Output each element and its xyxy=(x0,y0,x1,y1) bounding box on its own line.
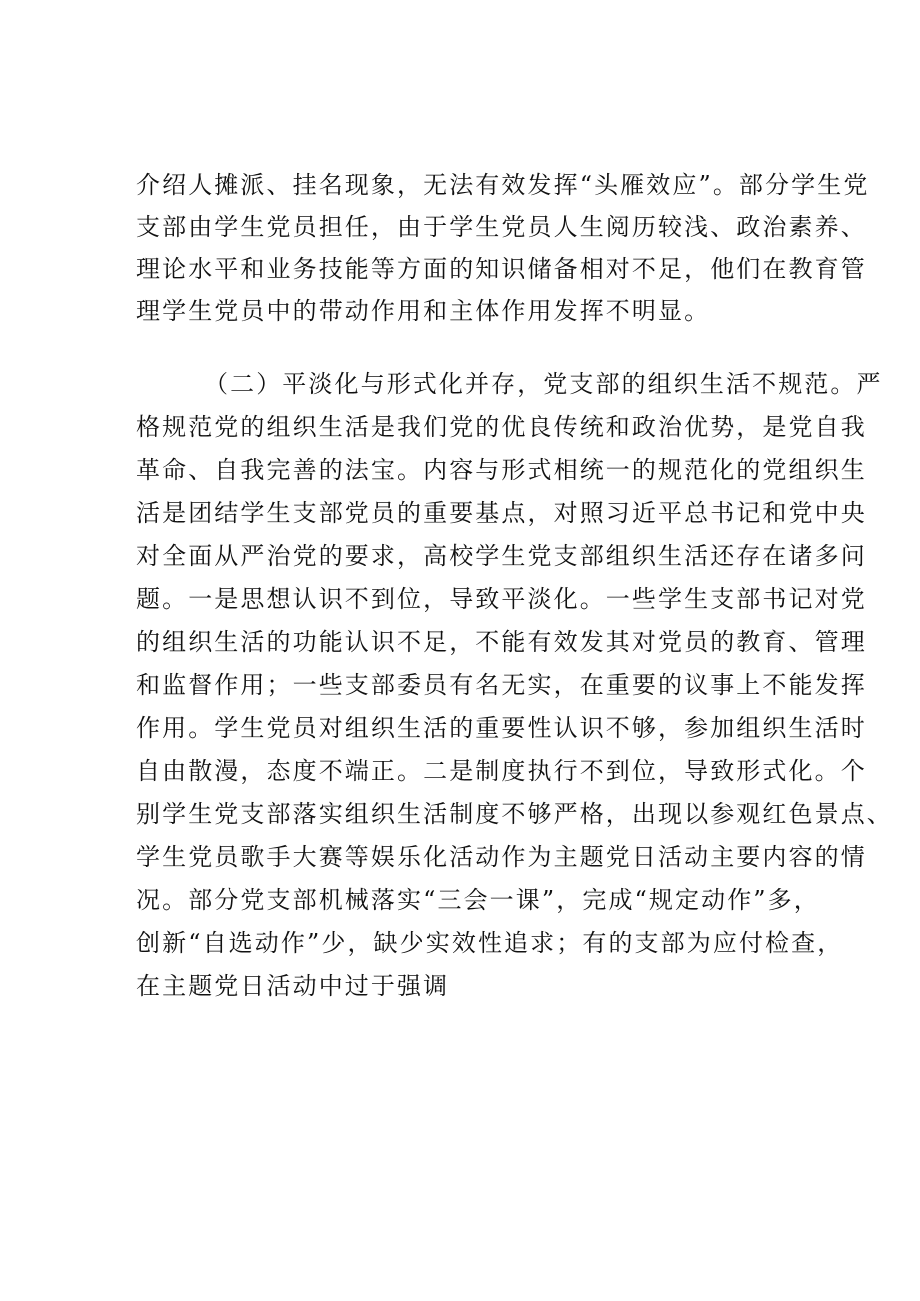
text-line-4: 理学生党员中的带动作用和主体作用发挥不明显。 xyxy=(136,297,711,325)
text-line-9: 对全面从严治党的要求，高校学生党支部组织生活还存在诸多问 xyxy=(136,542,867,570)
text-line-2: 支部由学生党员担任，由于学生党员人生阅历较浅、政治素养、 xyxy=(136,213,867,241)
text-line-19: 在主题党日活动中过于强调 xyxy=(136,972,450,1000)
text-line-8: 活是团结学生支部党员的重要基点，对照习近平总书记和党中央 xyxy=(136,499,867,527)
text-line-16: 学生党员歌手大赛等娱乐化活动作为主题党日活动主要内容的情 xyxy=(136,843,867,871)
text-line-3: 理论水平和业务技能等方面的知识储备相对不足，他们在教育管 xyxy=(136,255,867,283)
section-heading-line: （二）平淡化与形式化并存，党支部的组织生活不规范。严 xyxy=(204,370,883,398)
text-line-12: 和监督作用；一些支部委员有名无实，在重要的议事上不能发挥 xyxy=(136,671,867,699)
text-line-17: 况。部分党支部机械落实“三会一课”，完成“规定动作”多， xyxy=(136,886,820,914)
text-line-13: 作用。学生党员对组织生活的重要性认识不够，参加组织生活时 xyxy=(136,714,867,742)
text-line-15: 别学生党支部落实组织生活制度不够严格，出现以参观红色景点、 xyxy=(136,800,893,828)
text-line-1: 介绍人摊派、挂名现象，无法有效发挥“头雁效应”。部分学生党 xyxy=(136,171,870,199)
text-line-6: 格规范党的组织生活是我们党的优良传统和政治优势，是党自我 xyxy=(136,413,867,441)
text-line-10: 题。一是思想认识不到位，导致平淡化。一些学生支部书记对党 xyxy=(136,585,867,613)
text-line-18: 创新“自选动作”少，缺少实效性追求；有的支部为应付检查， xyxy=(136,929,844,957)
text-line-14: 自由散漫，态度不端正。二是制度执行不到位，导致形式化。个 xyxy=(136,757,867,785)
text-line-7: 革命、自我完善的法宝。内容与形式相统一的规范化的党组织生 xyxy=(136,456,867,484)
text-line-11: 的组织生活的功能认识不足，不能有效发其对党员的教育、管理 xyxy=(136,628,867,656)
